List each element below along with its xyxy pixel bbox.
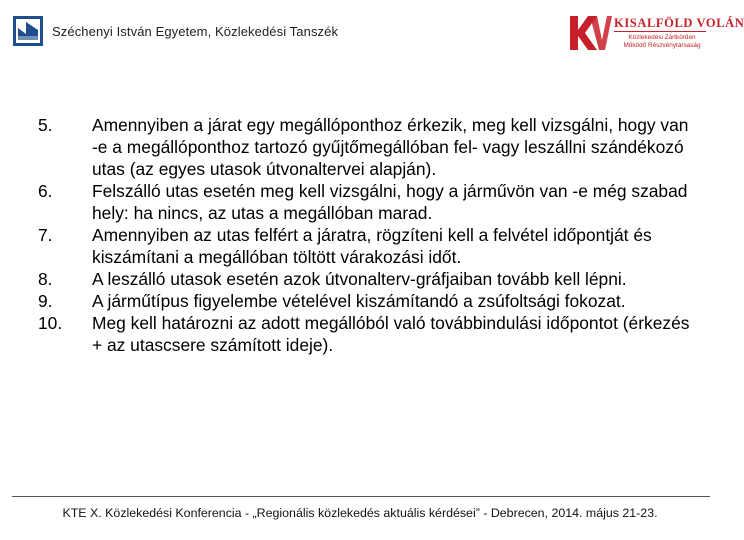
item-text: Amennyiben a járat egy megállóponthoz érkezik, meg kell vizsgálni, hogy van -e a megállóponthoz tartozó gyűjtőmegállóban fel- vagy leszállni szándékozó utas (az egyes utasok útvonaltervei alapján). <box>92 115 689 179</box>
slide-header <box>0 0 744 62</box>
item-number: 6. <box>38 181 53 201</box>
item-number: 10. <box>38 313 63 333</box>
brand-name: KISALFÖLD VOLÁN <box>614 16 744 30</box>
list-item <box>38 290 710 312</box>
kisalfold-volan-logo-icon <box>568 14 612 52</box>
list-item <box>38 114 710 180</box>
footer-divider <box>12 496 710 497</box>
item-text: Amennyiben az utas felfért a járatra, rögzíteni kell a felvétel időpontját és kiszámítani a megállóban töltött várakozási időt. <box>92 225 652 267</box>
item-number: 5. <box>38 115 53 135</box>
kisalfold-volan-logo <box>568 14 744 54</box>
item-number: 7. <box>38 225 53 245</box>
list-item <box>38 180 710 224</box>
university-logo-icon <box>13 16 43 46</box>
list-item <box>38 224 710 268</box>
list-item <box>38 268 710 290</box>
institution-title: Széchenyi István Egyetem, Közlekedési Tanszék <box>52 24 339 39</box>
item-number: 9. <box>38 291 53 311</box>
item-number: 8. <box>38 269 53 289</box>
step-list <box>38 114 710 356</box>
item-text: A járműtípus figyelembe vételével kiszámítandó a zsúfoltsági fokozat. <box>92 291 626 311</box>
list-item <box>38 312 710 356</box>
footer-text: KTE X. Közlekedési Konferencia - „Regionális közlekedés aktuális kérdései” - Debrecen, 2014. május 21-23. <box>62 506 658 520</box>
item-text: A leszálló utasok esetén azok útvonalterv-gráfjaiban tovább kell lépni. <box>92 269 627 289</box>
brand-divider <box>614 31 706 32</box>
item-text: Felszálló utas esetén meg kell vizsgálni, hogy a járművön van -e még szabad hely: ha nincs, az utas a megállóban marad. <box>92 181 688 223</box>
brand-subtitle: Közlekedési Zártkörűen Működő Részvénytársaság <box>623 34 701 49</box>
item-text: Meg kell határozni az adott megállóból való továbbindulási időpontot (érkezés + az utascsere számított ideje). <box>92 313 690 355</box>
